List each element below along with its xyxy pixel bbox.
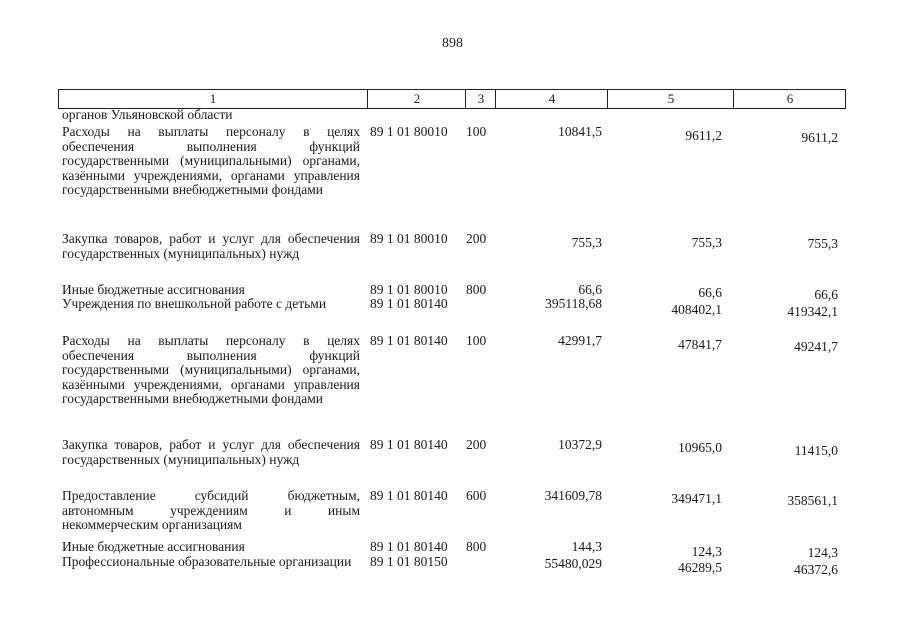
row-value-5: 408402,1 xyxy=(671,302,722,317)
row-name: Расходы на выплаты персоналу в целях обеспечения выполнения функций государственными (муниципальными) органами, казёнными учреждениями, органами управления государственными внебюджетными фондами xyxy=(62,333,360,406)
row-value-4: 10372,9 xyxy=(558,437,602,452)
row-vr: 600 xyxy=(466,488,487,503)
row-code: 89 1 01 80140 xyxy=(370,437,448,452)
row-value-5: 9611,2 xyxy=(685,128,722,143)
row-value-6: 11415,0 xyxy=(794,443,838,458)
row-code: 89 1 01 80010 xyxy=(370,282,448,297)
row-vr: 800 xyxy=(466,282,487,297)
row-name: Иные бюджетные ассигнования xyxy=(62,539,245,554)
row-vr: 800 xyxy=(466,539,487,554)
row-vr: 100 xyxy=(466,124,487,139)
row-name: Иные бюджетные ассигнования xyxy=(62,282,245,297)
row-code: 89 1 01 80140 xyxy=(370,539,448,554)
row-value-4: 42991,7 xyxy=(558,333,602,348)
row-value-5: 66,6 xyxy=(698,285,722,300)
header-col-4: 4 xyxy=(495,90,608,108)
row-value-4: 144,3 xyxy=(571,539,602,554)
row-value-4: 755,3 xyxy=(571,235,602,250)
row-value-6: 9611,2 xyxy=(801,130,838,145)
row-code: 89 1 01 80010 xyxy=(370,231,448,246)
row-name: Закупка товаров, работ и услуг для обеспечения государственных (муниципальных) нужд xyxy=(62,437,360,467)
row-vr: 200 xyxy=(466,231,487,246)
row-value-5: 349471,1 xyxy=(671,491,722,506)
header-col-2: 2 xyxy=(367,90,466,108)
row-name: Закупка товаров, работ и услуг для обеспечения государственных (муниципальных) нужд xyxy=(62,231,360,261)
row-value-5: 46289,5 xyxy=(678,560,722,575)
row-name: Профессиональные образовательные организации xyxy=(62,554,352,569)
row-code: 89 1 01 80140 xyxy=(370,296,448,311)
row-value-6: 358561,1 xyxy=(787,493,838,508)
row-name: Предоставление субсидий бюджетным, автономным учреждениям и иным некоммерческим организациям xyxy=(62,488,360,532)
row-name: Расходы на выплаты персоналу в целях обеспечения выполнения функций государственными (муниципальными) органами, казёнными учреждениями, органами управления государственными внебюджетными фондами xyxy=(62,124,360,197)
row-value-5: 47841,7 xyxy=(678,337,722,352)
row-value-4: 395118,68 xyxy=(545,296,602,311)
row-vr: 100 xyxy=(466,333,487,348)
row-value-6: 419342,1 xyxy=(787,304,838,319)
page-number: 898 xyxy=(442,36,463,51)
row-code: 89 1 01 80140 xyxy=(370,488,448,503)
row-value-6: 66,6 xyxy=(814,287,838,302)
row-value-4: 55480,029 xyxy=(544,556,602,571)
row-value-4: 10841,5 xyxy=(558,124,602,139)
table-header xyxy=(58,89,846,109)
header-col-1: 1 xyxy=(209,91,217,106)
row-value-4: 66,6 xyxy=(578,282,602,297)
row-value-5: 124,3 xyxy=(691,544,722,559)
row-value-5: 10965,0 xyxy=(678,440,722,455)
row-code: 89 1 01 80010 xyxy=(370,124,448,139)
row-value-4: 341609,78 xyxy=(544,488,602,503)
header-col-3: 3 xyxy=(465,90,496,108)
row-value-5: 755,3 xyxy=(691,235,722,250)
row-vr: 200 xyxy=(466,437,487,452)
header-col-5: 5 xyxy=(607,90,734,108)
header-col-6: 6 xyxy=(733,90,846,108)
row-name: Учреждения по внешкольной работе с детьми xyxy=(62,296,327,311)
row-code: 89 1 01 80140 xyxy=(370,333,448,348)
row-value-6: 755,3 xyxy=(807,236,838,251)
row-code: 89 1 01 80150 xyxy=(370,554,448,569)
row-value-6: 46372,6 xyxy=(794,562,838,577)
row-value-6: 124,3 xyxy=(807,545,838,560)
lead-text: органов Ульяновской области xyxy=(62,107,233,122)
row-value-6: 49241,7 xyxy=(794,339,838,354)
